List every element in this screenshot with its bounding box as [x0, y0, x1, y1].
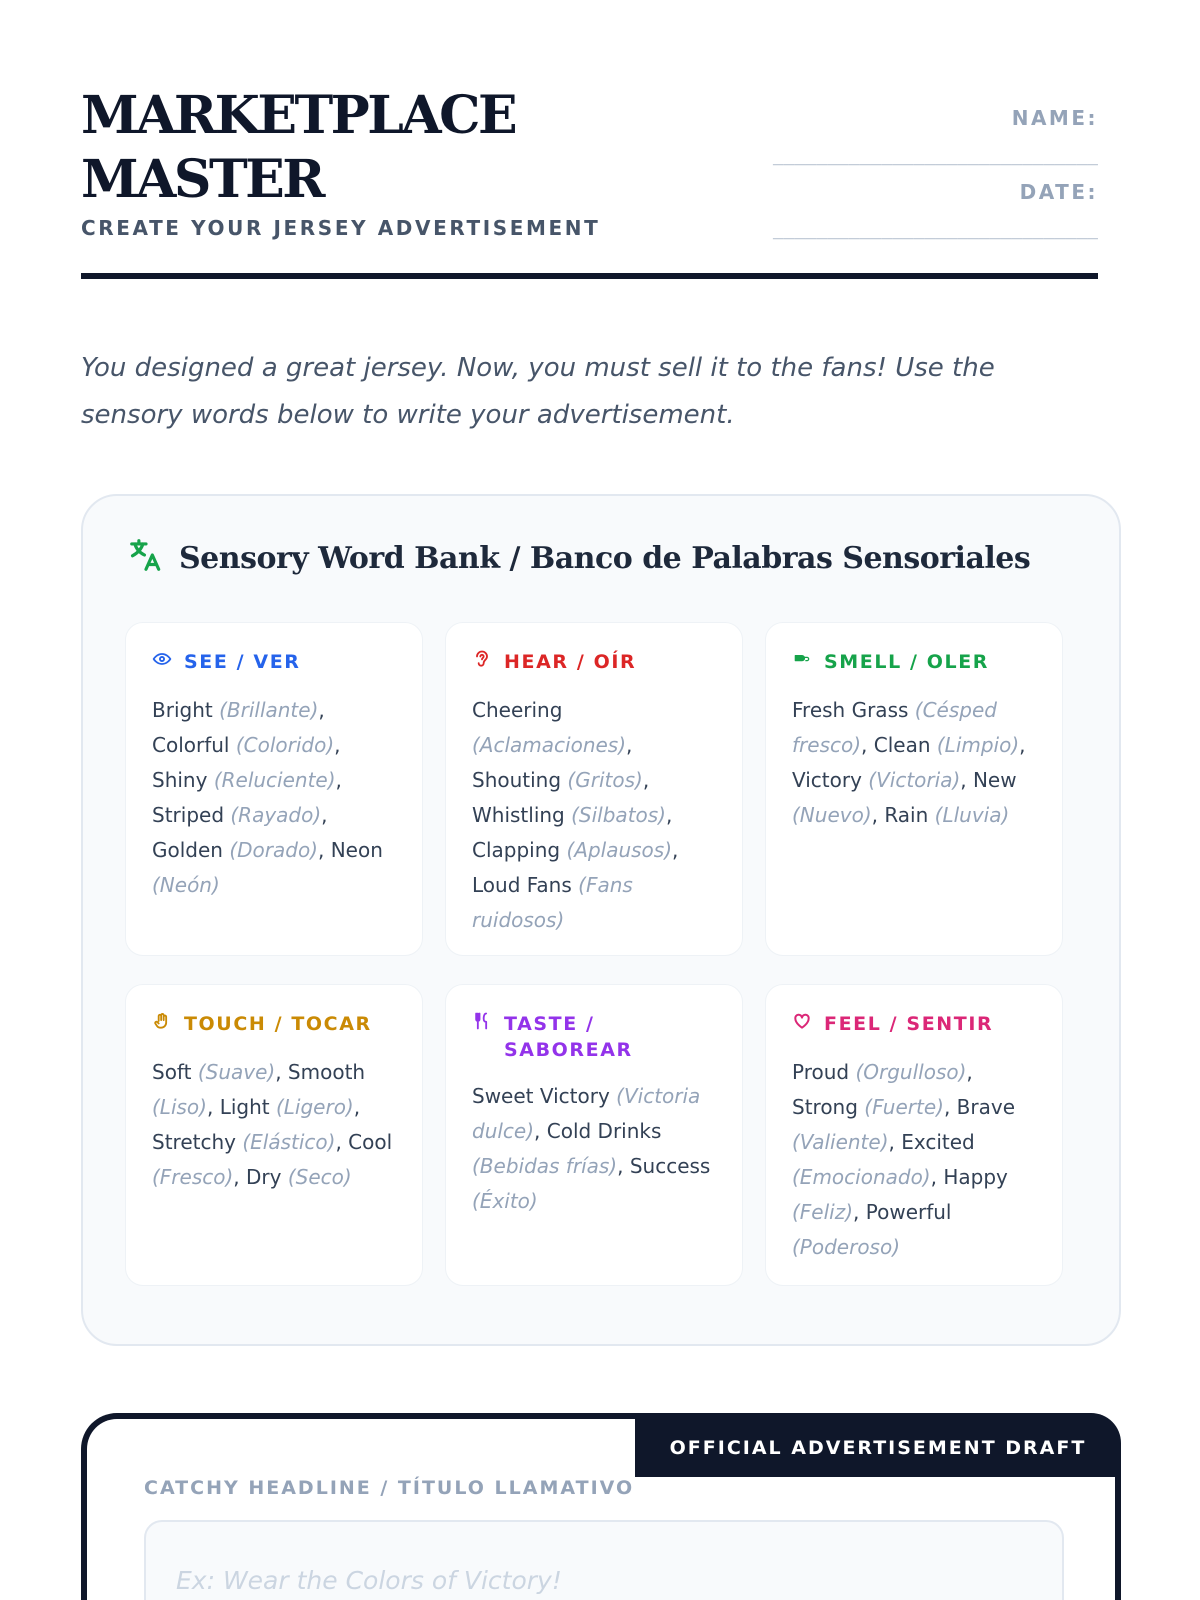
sense-word-translation: (Césped fresco): [792, 698, 997, 757]
sense-word-translation: (Orgulloso): [855, 1060, 967, 1084]
sense-card-taste: [445, 984, 743, 1286]
sense-word-translation: (Lluvia): [934, 803, 1010, 827]
sense-word-translation: (Suave): [197, 1060, 276, 1084]
sense-card-header: [792, 1011, 1036, 1039]
sense-card-header: [152, 1011, 396, 1039]
sense-word-translation: (Liso): [152, 1095, 207, 1119]
sense-word: Loud Fans: [472, 873, 572, 897]
sense-word-translation: (Poderoso): [792, 1235, 901, 1259]
sense-word-translation: (Fresco): [152, 1165, 234, 1189]
sense-card-title: SEE / VER: [184, 651, 301, 673]
sense-word: Clapping: [472, 838, 561, 862]
sense-word: Sweet Victory: [472, 1084, 610, 1108]
sense-word-translation: (Elástico): [242, 1130, 336, 1154]
sense-word-translation: (Limpio): [936, 733, 1020, 757]
wind-icon: [792, 649, 812, 677]
sense-word: Brave: [956, 1095, 1016, 1119]
sense-word: Bright: [152, 698, 213, 722]
utensils-icon: [472, 1011, 492, 1039]
sense-word: Smooth: [287, 1060, 366, 1084]
sense-word: Cheering: [472, 698, 563, 722]
sense-card-header: [152, 649, 396, 677]
eye-icon: [152, 649, 172, 677]
sense-word-list: Bright (Brillante), Colorful (Colorido), Shiny (Reluciente), Striped (Rayado), Golden (Dorado), Neon (Neón): [152, 698, 383, 897]
sense-word-translation: (Éxito): [472, 1189, 538, 1213]
sense-word-list: Fresh Grass (Césped fresco), Clean (Limpio), Victory (Victoria), New (Nuevo), Rain (Lluvia): [792, 698, 1026, 827]
sense-word-translation: (Neón): [152, 873, 220, 897]
name-label: NAME:: [1011, 106, 1098, 130]
sense-card-title: FEEL / SENTIR: [824, 1013, 994, 1035]
sense-word-translation: (Fans ruidosos): [472, 873, 633, 932]
sense-word-translation: (Rayado): [230, 803, 322, 827]
sense-word-translation: (Nuevo): [792, 803, 872, 827]
page-subtitle: CREATE YOUR JERSEY ADVERTISEMENT: [81, 216, 601, 240]
worksheet-header: [81, 84, 1098, 280]
sense-card-see: [125, 622, 423, 956]
sense-word-translation: (Emocionado): [792, 1165, 931, 1189]
translate-icon: [127, 536, 165, 580]
sense-word-translation: (Feliz): [792, 1200, 854, 1224]
sense-word-list: Sweet Victory (Victoria dulce), Cold Drinks (Bebidas frías), Success (Éxito): [472, 1084, 711, 1213]
sense-word-translation: (Brillante): [219, 698, 319, 722]
sense-word-translation: (Fuerte): [864, 1095, 944, 1119]
sense-word: Fresh Grass: [792, 698, 909, 722]
sense-word: Neon: [330, 838, 383, 862]
sense-word-translation: (Dorado): [229, 838, 318, 862]
sense-word-translation: (Valiente): [792, 1130, 889, 1154]
sense-word-translation: (Silbatos): [571, 803, 666, 827]
sense-word: Powerful: [865, 1200, 952, 1224]
sense-word: Whistling: [472, 803, 565, 827]
intro-text: You designed a great jersey. Now, you must sell it to the fans! Use the sensory words below to write your advertisement.: [81, 353, 995, 430]
sense-card-title: TASTE / SABOREAR: [504, 1013, 633, 1061]
name-line[interactable]: ______________________________: [772, 145, 1098, 166]
hand-icon: [152, 1011, 172, 1039]
sense-card-header: [792, 649, 1036, 677]
header-divider: [81, 273, 1098, 279]
page-title: MARKETPLACE MASTER: [81, 85, 516, 210]
headline-label: CATCHY HEADLINE / TÍTULO LLAMATIVO: [144, 1477, 635, 1499]
sense-word: Proud: [792, 1060, 850, 1084]
sense-word-translation: (Colorido): [235, 733, 335, 757]
sense-card-feel: [765, 984, 1063, 1286]
sense-word: Success: [629, 1154, 711, 1178]
sense-word: Strong: [792, 1095, 858, 1119]
date-line[interactable]: ______________________________: [772, 219, 1098, 240]
sense-card-hear: [445, 622, 743, 956]
sense-card-title: SMELL / OLER: [824, 651, 990, 673]
advertisement-draft-panel: [81, 1413, 1121, 1600]
sense-word-translation: (Victoria): [868, 768, 961, 792]
sense-word: Victory: [792, 768, 862, 792]
sense-word: Light: [219, 1095, 270, 1119]
sense-word-translation: (Seco): [287, 1165, 352, 1189]
sense-card-title: HEAR / OÍR: [504, 651, 637, 673]
sense-word: Rain: [884, 803, 929, 827]
headline-input[interactable]: [144, 1520, 1064, 1600]
word-bank-panel: [81, 494, 1121, 1346]
date-label: DATE:: [1019, 180, 1098, 204]
sense-word: Colorful: [152, 733, 230, 757]
draft-tag: OFFICIAL ADVERTISEMENT DRAFT: [635, 1413, 1121, 1477]
sense-word: Shiny: [152, 768, 208, 792]
sense-word: Golden: [152, 838, 223, 862]
sense-word-translation: (Victoria dulce): [472, 1084, 701, 1143]
sense-word-list: Proud (Orgulloso), Strong (Fuerte), Brave (Valiente), Excited (Emocionado), Happy (Feliz), Powerful (Poderoso): [792, 1060, 1016, 1259]
word-bank-heading: [127, 536, 1030, 580]
sense-card-header: [472, 649, 716, 677]
sense-word-translation: (Ligero): [275, 1095, 354, 1119]
sense-word: Cold Drinks: [546, 1119, 662, 1143]
sense-card-header: [472, 1011, 716, 1063]
sense-word: Happy: [943, 1165, 1008, 1189]
sense-word: Cool: [348, 1130, 393, 1154]
sense-word: Dry: [246, 1165, 282, 1189]
sense-word: Striped: [152, 803, 225, 827]
sense-word: Soft: [152, 1060, 192, 1084]
ear-icon: [472, 649, 492, 677]
sense-card-touch: [125, 984, 423, 1286]
sense-card-title: TOUCH / TOCAR: [184, 1013, 372, 1035]
sense-word: Stretchy: [152, 1130, 236, 1154]
sense-word: Clean: [873, 733, 931, 757]
heart-icon: [792, 1011, 812, 1039]
sense-word-list: Cheering (Aclamaciones), Shouting (Gritos), Whistling (Silbatos), Clapping (Aplausos), Loud Fans (Fans ruidosos): [472, 698, 679, 932]
name-date-fields: [708, 106, 1098, 254]
sense-card-smell: [765, 622, 1063, 956]
sense-word-translation: (Reluciente): [213, 768, 336, 792]
word-bank-title: Sensory Word Bank / Banco de Palabras Sensoriales: [179, 540, 1031, 576]
sense-word-list: Soft (Suave), Smooth (Liso), Light (Ligero), Stretchy (Elástico), Cool (Fresco), Dry (Seco): [152, 1060, 393, 1189]
sense-word-translation: (Bebidas frías): [472, 1154, 618, 1178]
sense-word-translation: (Aplausos): [566, 838, 673, 862]
sense-word-translation: (Aclamaciones): [472, 733, 627, 757]
sense-word: Shouting: [472, 768, 562, 792]
sense-word-translation: (Gritos): [567, 768, 643, 792]
sense-word: New: [972, 768, 1017, 792]
sense-word: Excited: [901, 1130, 975, 1154]
